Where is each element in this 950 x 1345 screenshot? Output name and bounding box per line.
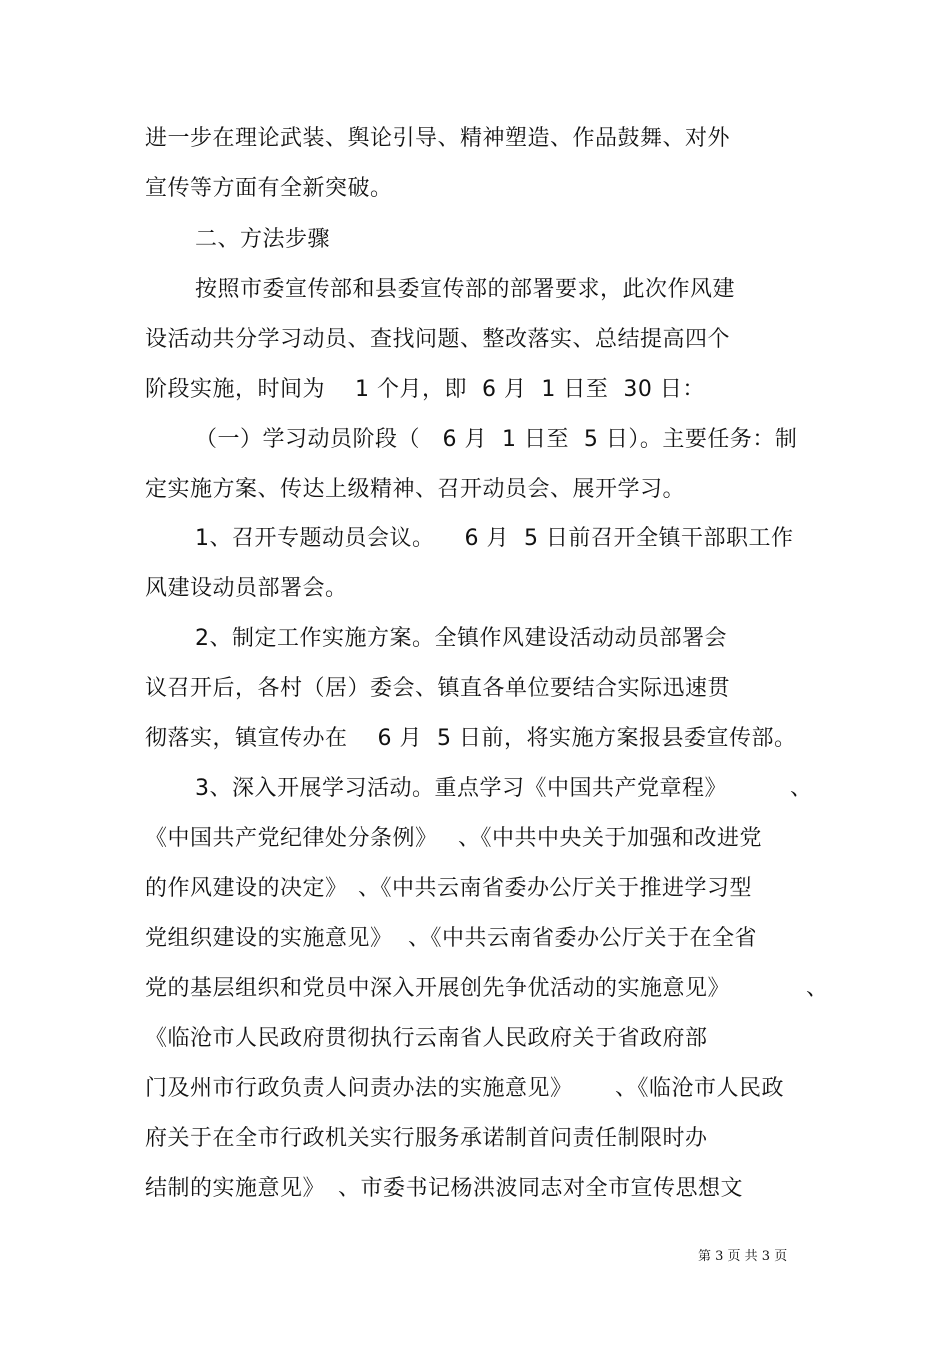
- text-line: 《临沧市人民政府贯彻执行云南省人民政府关于省政府部: [145, 1026, 708, 1051]
- text-line: 3、深入开展学习活动。重点学习《中国共产党章程》: [195, 776, 727, 801]
- text-fragment: 、: [790, 776, 813, 801]
- text-fragment: 、《中共云南省委办公厅关于推进学习型: [358, 876, 753, 901]
- text-line: 定实施方案、传达上级精神、召开动员会、展开学习。: [145, 477, 686, 502]
- text-line: 阶段实施，时间为 1 个月，即 6 月 1 日至 30 日：: [145, 377, 705, 402]
- text-line: 府关于在全市行政机关实行服务承诺制首问责任制限时办: [145, 1126, 708, 1151]
- text-line: 结制的实施意见》: [145, 1176, 326, 1201]
- text-line: 按照市委宣传部和县委宣传部的部署要求，此次作风建: [195, 277, 736, 302]
- text-line: 设活动共分学习动员、查找问题、整改落实、总结提高四个: [145, 327, 731, 352]
- subsection-heading: （一）学习动员阶段（ 6 月 1 日至 5 日）。主要任务：制: [195, 427, 798, 452]
- text-line: 2、制定工作实施方案。全镇作风建设活动动员部署会: [195, 626, 727, 651]
- text-line: 门及州市行政负责人问责办法的实施意见》: [145, 1076, 573, 1101]
- text-fragment: 、: [806, 976, 829, 1001]
- text-line: 进一步在理论武装、舆论引导、精神塑造、作品鼓舞、对外: [145, 126, 731, 151]
- section-heading: 二、方法步骤: [195, 227, 331, 252]
- text-line: 彻落实，镇宣传办在 6 月 5 日前，将实施方案报县委宣传部。: [145, 726, 797, 751]
- text-line: 风建设动员部署会。: [145, 576, 348, 601]
- text-fragment: 、《临沧市人民政: [615, 1076, 785, 1101]
- text-line: 的作风建设的决定》: [145, 876, 348, 901]
- text-line: 党的基层组织和党员中深入开展创先争优活动的实施意见》: [145, 976, 731, 1001]
- text-line: 议召开后，各村（居）委会、镇直各单位要结合实际迅速贯: [145, 676, 731, 701]
- page-number-footer: 第 3 页 共 3 页: [698, 1249, 788, 1264]
- text-fragment: 、市委书记杨洪波同志对全市宣传思想文: [338, 1176, 744, 1201]
- text-line: 1、召开专题动员会议。 6 月 5 日前召开全镇干部职工作: [195, 526, 794, 551]
- text-line: 《中国共产党纪律处分条例》: [145, 826, 438, 851]
- text-line: 宣传等方面有全新突破。: [145, 176, 393, 201]
- text-fragment: 、《中共云南省委办公厅关于在全省: [408, 926, 758, 951]
- text-fragment: 、《中共中央关于加强和改进党: [458, 826, 763, 851]
- text-line: 党组织建设的实施意见》: [145, 926, 393, 951]
